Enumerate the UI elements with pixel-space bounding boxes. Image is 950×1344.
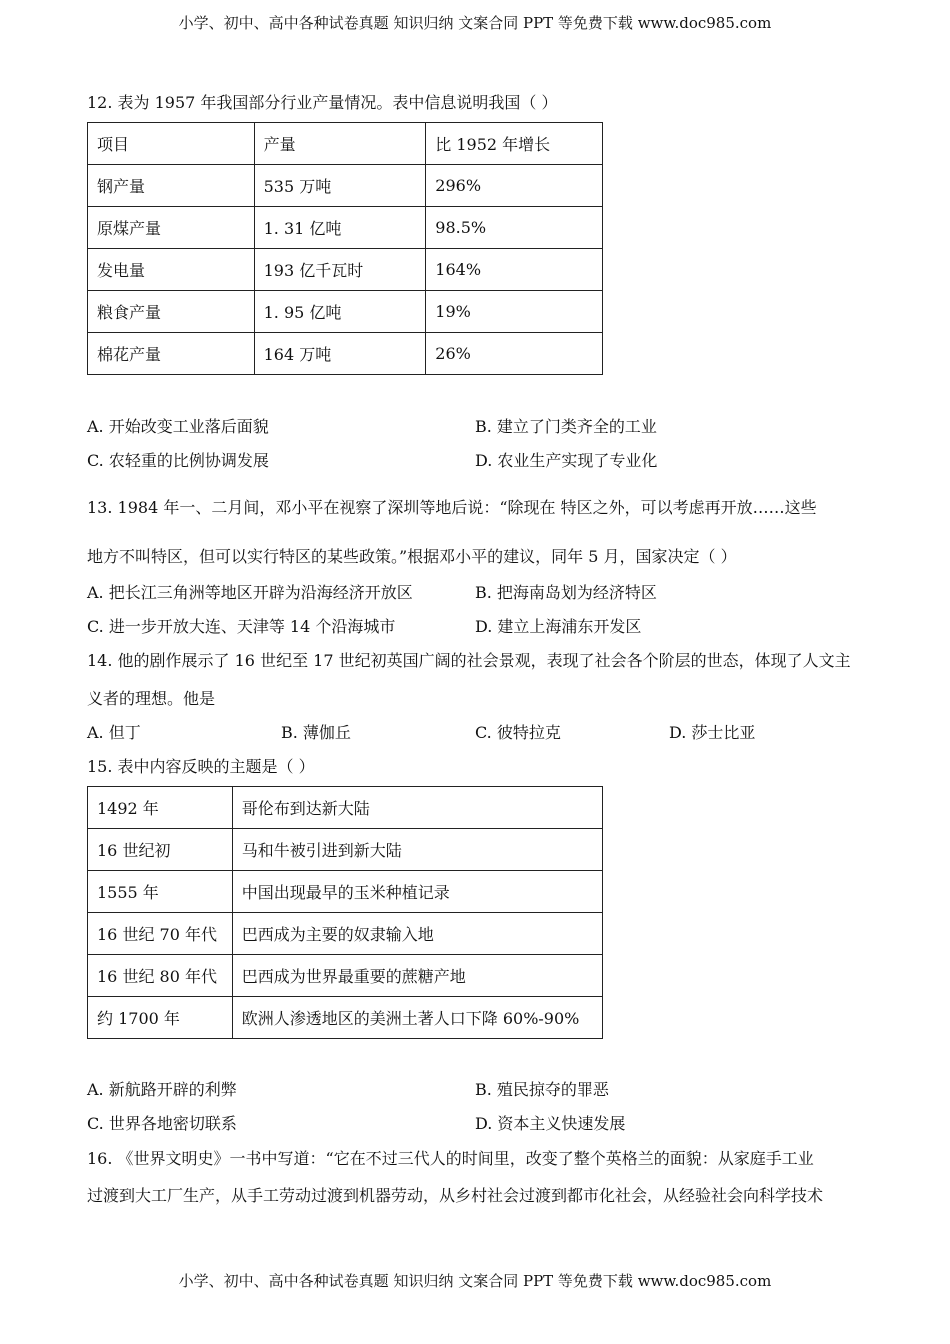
table-cell: 16 世纪 70 年代 (88, 913, 233, 955)
table-row (88, 829, 603, 871)
table-cell: 26% (426, 333, 603, 375)
table-cell: 约 1700 年 (88, 997, 233, 1039)
table-cell: 193 亿千瓦时 (254, 249, 426, 291)
table-row (88, 333, 603, 375)
table-row (88, 291, 603, 333)
q14-stem-line-2: 义者的理想。他是 (87, 689, 216, 708)
q13-stem-line-1: 13. 1984 年一、二月间，邓小平在视察了深圳等地后说：“除现在 特区之外，可以考虑再开放……这些 (87, 498, 817, 517)
q12-option-a: A. 开始改变工业落后面貌 (87, 417, 269, 436)
table-row (88, 913, 603, 955)
table-cell: 16 世纪初 (88, 829, 233, 871)
q15-table (87, 786, 603, 1039)
q12-table (87, 122, 603, 375)
table-cell: 中国出现最早的玉米种植记录 (232, 871, 602, 913)
table-cell: 296% (426, 165, 603, 207)
q12-option-c: C. 农轻重的比例协调发展 (87, 451, 269, 470)
q14-stem-line-1: 14. 他的剧作展示了 16 世纪至 17 世纪初英国广阔的社会景观，表现了社会各个阶层的世态，体现了人文主 (87, 651, 851, 670)
table-cell: 164% (426, 249, 603, 291)
table-row (88, 249, 603, 291)
table-cell: 巴西成为世界最重要的蔗糖产地 (232, 955, 602, 997)
table-cell: 粮食产量 (88, 291, 255, 333)
q13-option-c: C. 进一步开放大连、天津等 14 个沿海城市 (87, 617, 396, 636)
table-cell: 535 万吨 (254, 165, 426, 207)
q13-option-d: D. 建立上海浦东开发区 (475, 617, 642, 636)
table-cell: 19% (426, 291, 603, 333)
q15-option-c: C. 世界各地密切联系 (87, 1114, 237, 1133)
table-cell: 98.5% (426, 207, 603, 249)
table-header-cell: 项目 (88, 123, 255, 165)
q16-stem-line-1: 16. 《世界文明史》一书中写道：“它在不过三代人的时间里，改变了整个英格兰的面貌：从家庭手工业 (87, 1149, 814, 1168)
table-cell: 1555 年 (88, 871, 233, 913)
table-header-row (88, 123, 603, 165)
table-cell: 钢产量 (88, 165, 255, 207)
q14-option-a: A. 但丁 (87, 723, 141, 742)
table-row (88, 165, 603, 207)
q12-option-b: B. 建立了门类齐全的工业 (475, 417, 657, 436)
page-footer: 小学、初中、高中各种试卷真题 知识归纳 文案合同 PPT 等免费下载 www.doc985.com (178, 1272, 772, 1290)
table-cell: 1. 31 亿吨 (254, 207, 426, 249)
table-row (88, 997, 603, 1039)
table-header-cell: 比 1952 年增长 (426, 123, 603, 165)
table-row (88, 787, 603, 829)
table-cell: 巴西成为主要的奴隶输入地 (232, 913, 602, 955)
q12-stem: 12. 表为 1957 年我国部分行业产量情况。表中信息说明我国（ ） (87, 93, 558, 112)
q13-option-b: B. 把海南岛划为经济特区 (475, 583, 657, 602)
table-cell: 马和牛被引进到新大陆 (232, 829, 602, 871)
table-cell: 原煤产量 (88, 207, 255, 249)
page-header: 小学、初中、高中各种试卷真题 知识归纳 文案合同 PPT 等免费下载 www.doc985.com (178, 14, 772, 32)
table-cell: 1492 年 (88, 787, 233, 829)
q15-option-b: B. 殖民掠夺的罪恶 (475, 1080, 609, 1099)
table-cell: 16 世纪 80 年代 (88, 955, 233, 997)
q14-option-b: B. 薄伽丘 (281, 723, 351, 742)
table-row (88, 207, 603, 249)
table-cell: 164 万吨 (254, 333, 426, 375)
table-row (88, 955, 603, 997)
table-header-cell: 产量 (254, 123, 426, 165)
table-cell: 欧洲人渗透地区的美洲土著人口下降 60%-90% (232, 997, 602, 1039)
q12-option-d: D. 农业生产实现了专业化 (475, 451, 658, 470)
table-row (88, 871, 603, 913)
table-cell: 棉花产量 (88, 333, 255, 375)
q14-option-d: D. 莎士比亚 (669, 723, 756, 742)
table-cell: 哥伦布到达新大陆 (232, 787, 602, 829)
q16-stem-line-2: 过渡到大工厂生产，从手工劳动过渡到机器劳动，从乡村社会过渡到都市化社会，从经验社会向科学技术 (87, 1186, 824, 1205)
q15-stem: 15. 表中内容反映的主题是（ ） (87, 757, 315, 776)
q15-option-a: A. 新航路开辟的利弊 (87, 1080, 237, 1099)
q13-option-a: A. 把长江三角洲等地区开辟为沿海经济开放区 (87, 583, 413, 602)
table-cell: 发电量 (88, 249, 255, 291)
q14-option-c: C. 彼特拉克 (475, 723, 561, 742)
q13-stem-line-2: 地方不叫特区，但可以实行特区的某些政策。”根据邓小平的建议，同年 5 月，国家决定（ ） (87, 547, 737, 566)
q15-option-d: D. 资本主义快速发展 (475, 1114, 626, 1133)
table-cell: 1. 95 亿吨 (254, 291, 426, 333)
